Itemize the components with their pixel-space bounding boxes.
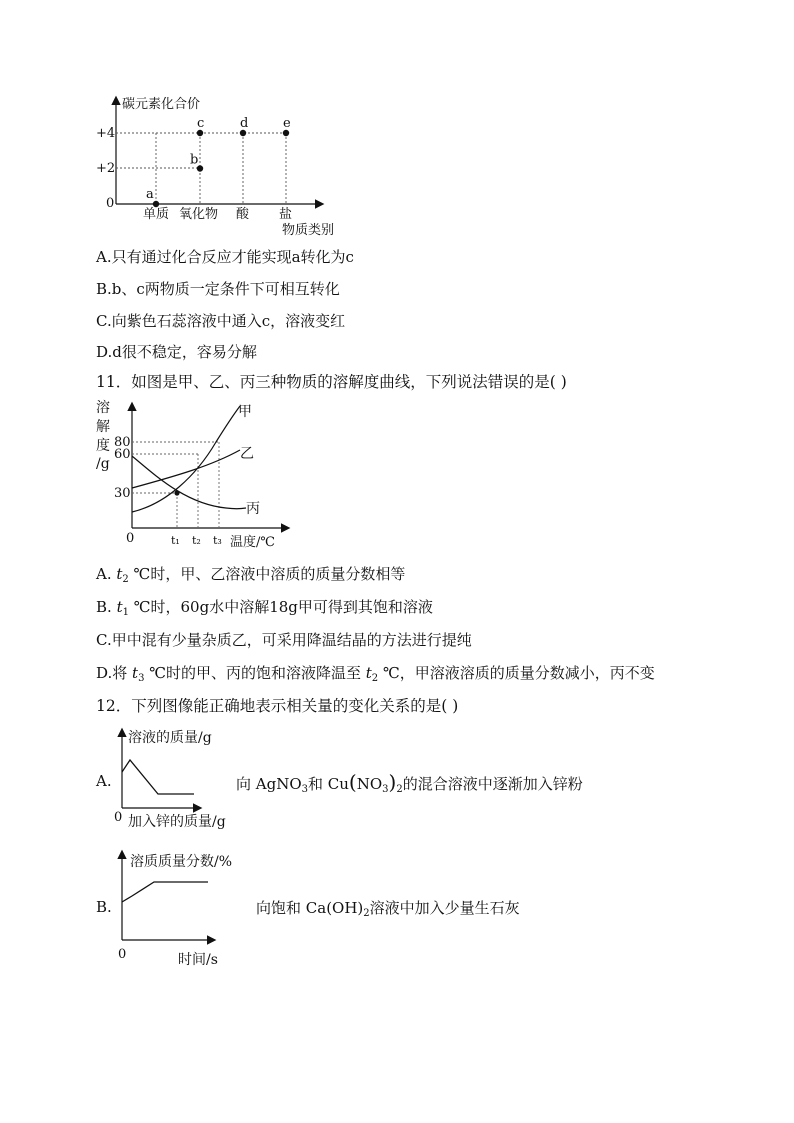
xtick-oxide: 氧化物 <box>179 207 219 222</box>
q12-a-letter: A. <box>96 772 112 790</box>
sol-x-axis-label: 温度/℃ <box>230 535 275 550</box>
series-label-jia: 甲 <box>238 404 252 420</box>
q11-option-d: D.将 $t_3$ ℃时的甲、丙的饱和溶液降温至 $t_2$ ℃，甲溶液溶质的质量分数减小，丙不变 <box>96 664 655 684</box>
point-label-e: e <box>283 116 291 131</box>
q12-b-description: 向饱和 $Ca(OH)_2$溶液中加入少量生石灰 <box>256 899 520 919</box>
q12-a-xlabel: 加入锌的质量/g <box>128 814 226 830</box>
curve-bing <box>132 456 246 509</box>
ytick-plus4: +4 <box>96 126 116 141</box>
q10-option-a: A.只有通过化合反应才能实现a转化为c <box>96 248 354 266</box>
xtick-t1: t₁ <box>171 534 180 547</box>
sol-origin: 0 <box>126 531 135 546</box>
x-axis-label: 物质类别 <box>282 223 335 238</box>
sol-ylabel-1: 溶 <box>96 400 110 416</box>
sol-ylabel-4: /g <box>96 456 110 472</box>
q12-stem: 12．下列图像能正确地表示相关量的变化关系的是( ) <box>96 697 459 715</box>
xtick-t3: t₃ <box>213 534 222 547</box>
sol-ytick-30: 30 <box>114 486 131 501</box>
q12-a-ylabel: 溶液的质量/g <box>128 730 212 746</box>
ytick-zero: 0 <box>106 196 115 211</box>
q12-b-ylabel: 溶质质量分数/% <box>130 854 233 870</box>
xtick-acid: 酸 <box>236 207 250 222</box>
sol-ylabel-3: 度 <box>96 438 110 454</box>
q10-option-c: C.向紫色石蕊溶液中通入c，溶液变红 <box>96 312 346 330</box>
point-label-c: c <box>197 116 205 131</box>
y-axis-label: 碳元素化合价 <box>122 97 201 112</box>
series-label-bing: 丙 <box>246 501 260 517</box>
point-label-d: d <box>240 116 249 131</box>
q11-option-b: B. $t_1$ ℃时，60g水中溶解18g甲可得到其饱和溶液 <box>96 598 433 618</box>
q12-a-curve <box>122 760 194 794</box>
valence-chart <box>96 92 336 242</box>
sol-ytick-80: 80 <box>114 435 131 450</box>
xtick-salt: 盐 <box>279 207 293 222</box>
solubility-chart <box>96 396 296 556</box>
ytick-plus2: +2 <box>96 161 116 176</box>
q12-a-description: 向 AgNO$_3$和 $Cu(NO_3)_2$的混合溶液中逐渐加入锌粉 <box>236 770 583 795</box>
q12-b-curve <box>122 882 208 902</box>
sol-ylabel-2: 解 <box>96 419 110 435</box>
q11-stem: 11．如图是甲、乙、丙三种物质的溶解度曲线，下列说法错误的是( ) <box>96 373 567 391</box>
xtick-t2: t₂ <box>192 534 201 547</box>
point-label-b: b <box>190 152 199 168</box>
q12-a-origin: 0 <box>114 810 123 825</box>
q10-option-b: B.b、c两物质一定条件下可相互转化 <box>96 280 340 298</box>
q12-b-letter: B. <box>96 898 112 916</box>
q11-option-c: C.甲中混有少量杂质乙，可采用降温结晶的方法进行提纯 <box>96 631 472 649</box>
series-label-yi: 乙 <box>240 446 254 462</box>
q12-a-graph <box>96 726 256 838</box>
q12-b-graph <box>96 848 276 968</box>
q12-b-xlabel: 时间/s <box>178 952 218 968</box>
q10-option-d: D.d很不稳定，容易分解 <box>96 343 257 361</box>
point-label-a: a <box>146 187 154 202</box>
q11-option-a: A. $t_2$ ℃时，甲、乙溶液中溶质的质量分数相等 <box>96 565 406 585</box>
xtick-element: 单质 <box>143 207 170 222</box>
q12-b-origin: 0 <box>118 947 127 962</box>
intersection-point <box>174 490 179 495</box>
sol-ytick-60: 60 <box>114 447 131 462</box>
